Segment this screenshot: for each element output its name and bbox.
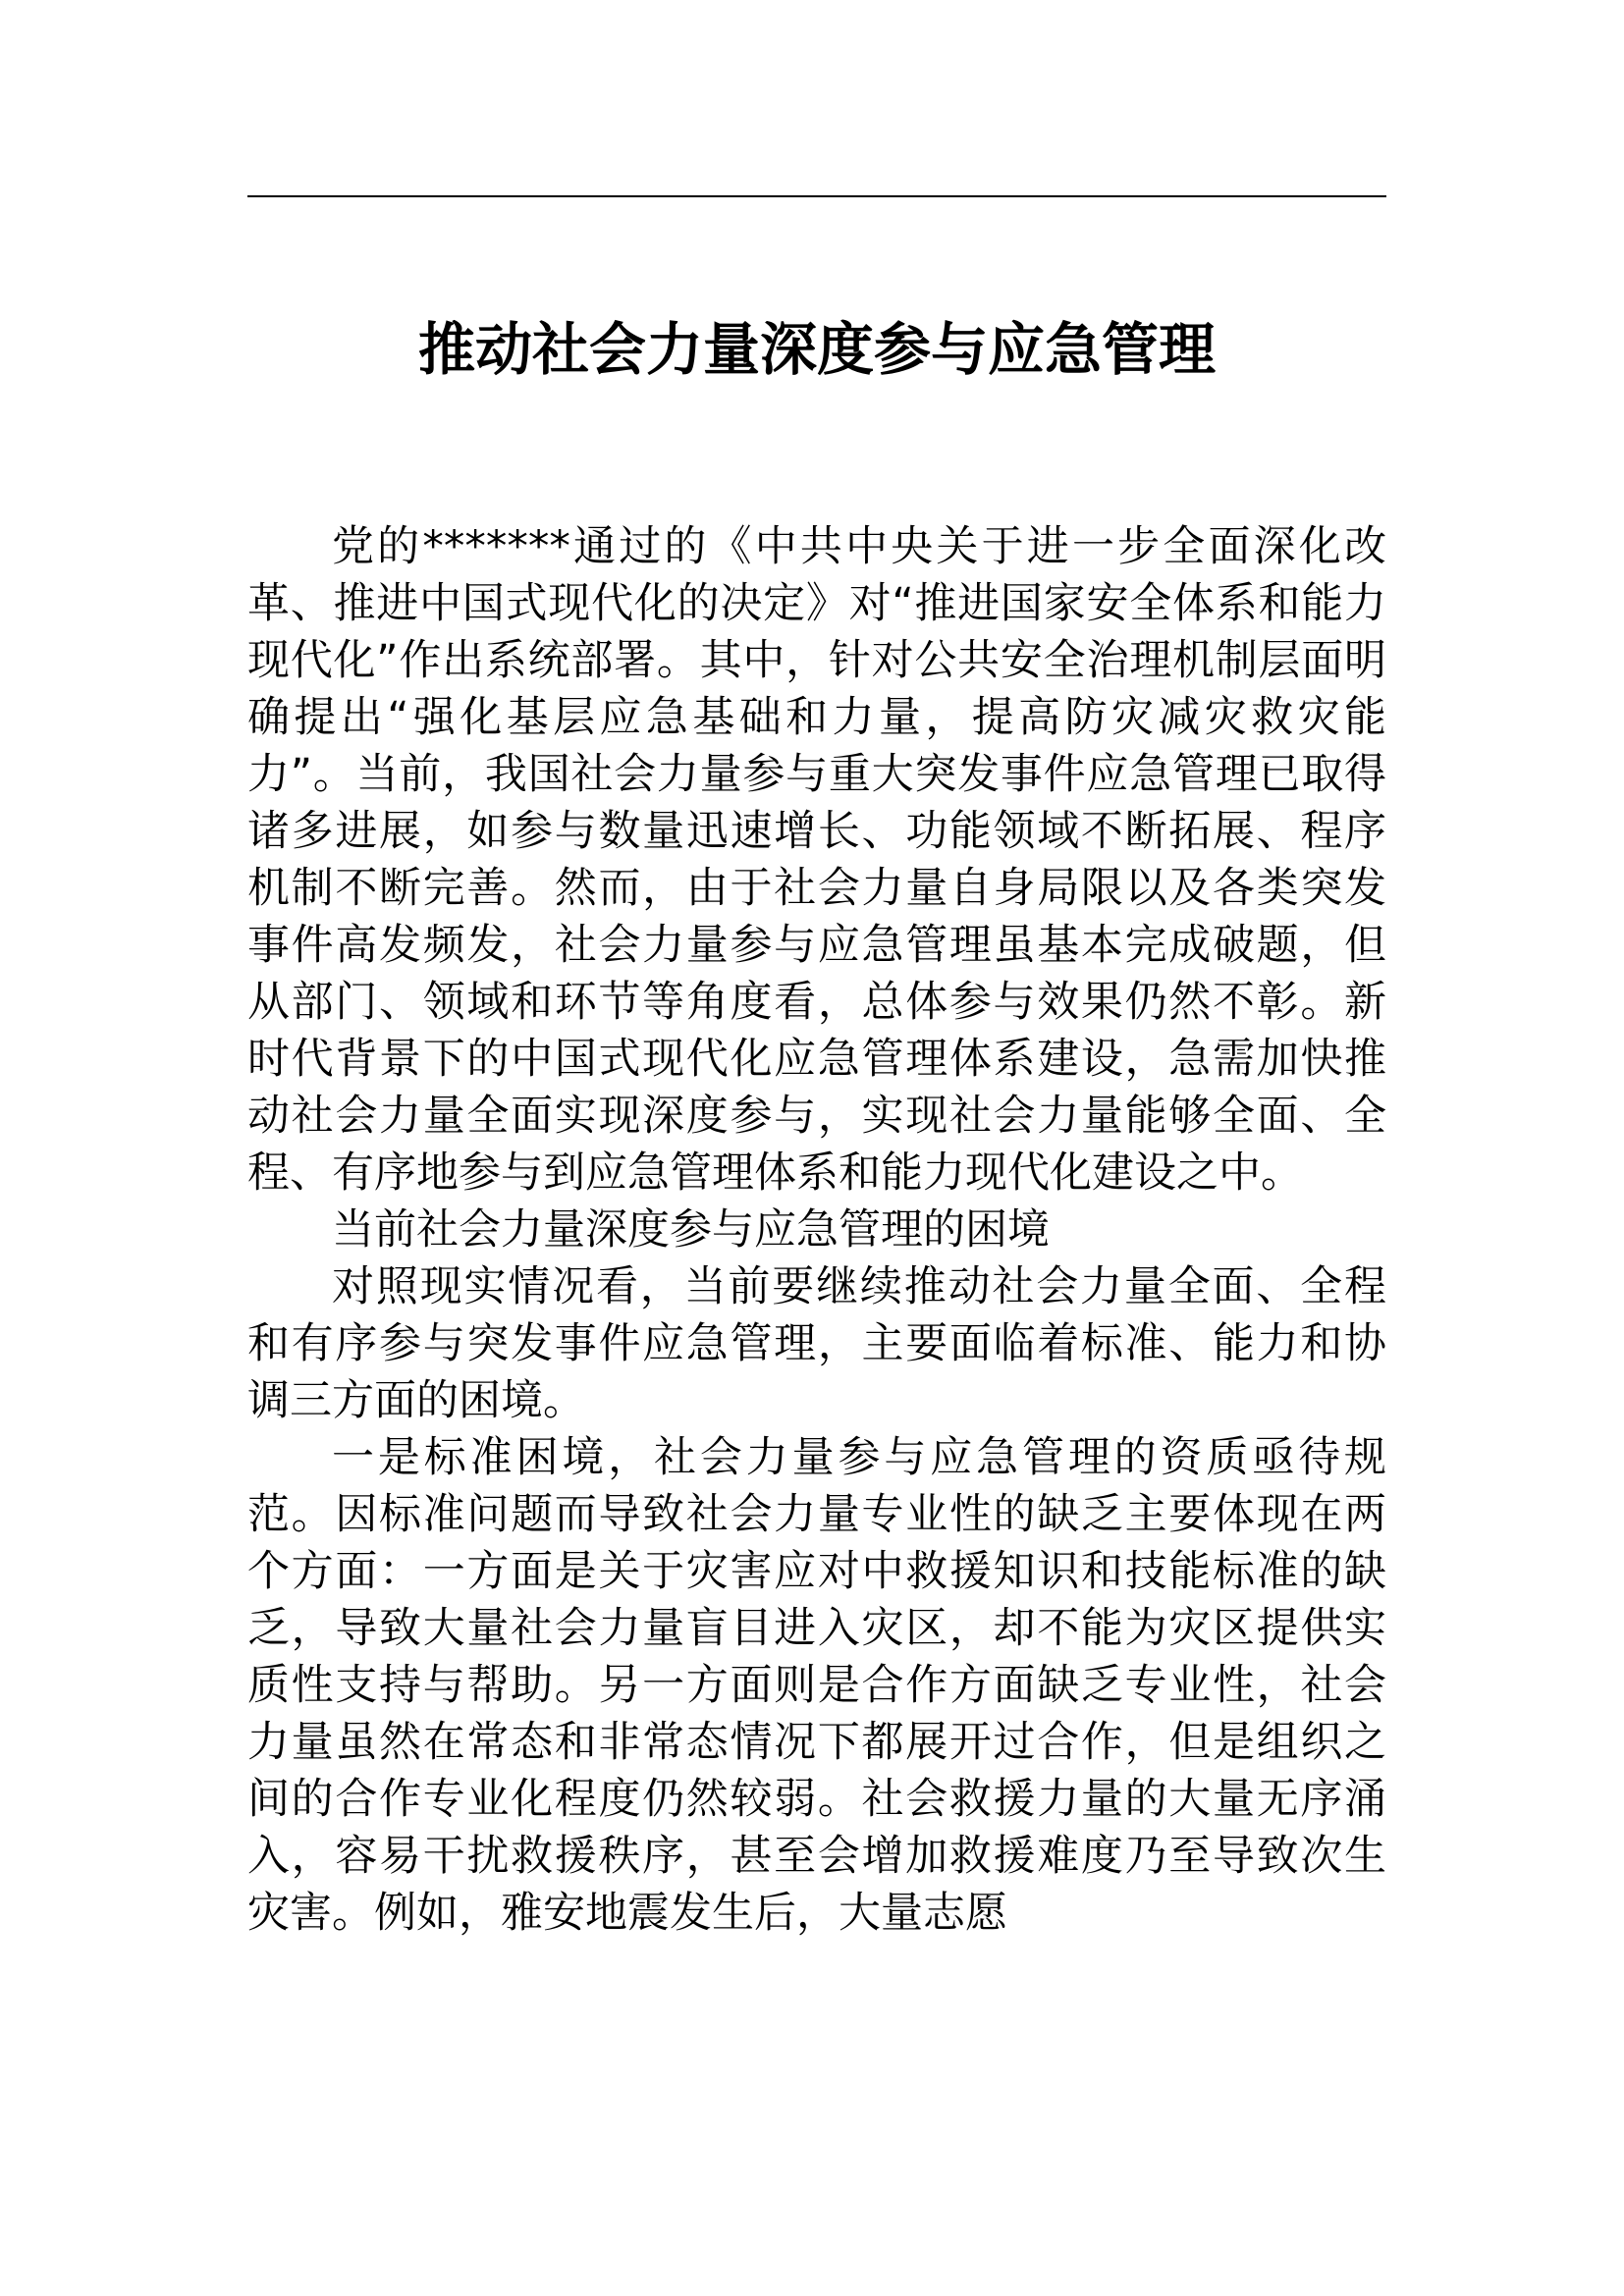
paragraph-overview: 对照现实情况看，当前要继续推动社会力量全面、全程和有序参与突发事件应急管理，主要面临着标准、能力和协调三方面的困境。 <box>247 1262 1386 1425</box>
header-rule <box>247 195 1386 197</box>
paragraph-intro: 党的*******通过的《中共中央关于进一步全面深化改革、推进中国式现代化的决定》对“推进国家安全体系和能力现代化”作出系统部署。其中，针对公共安全治理机制层面明确提出“强化基层应急基础和力量，提高防灾减灾救灾能力”。当前，我国社会力量参与重大突发事件应急管理已取得诸多进展，如参与数量迅速增长、功能领域不断拓展、程序机制不断完善。然而，由于社会力量自身局限以及各类突发事件高发频发，社会力量参与应急管理虽基本完成破题，但从部门、领域和环节等角度看，总体参与效果仍然不彰。新时代背景下的中国式现代化应急管理体系建设，急需加快推动社会力量全面实现深度参与，实现社会力量能够全面、全程、有序地参与到应急管理体系和能力现代化建设之中。 <box>247 522 1386 1198</box>
document-body <box>247 518 1386 1942</box>
section-heading: 当前社会力量深度参与应急管理的困境 <box>332 1205 1050 1255</box>
document-title: 推动社会力量深度参与应急管理 <box>417 316 1216 383</box>
paragraph-standards: 一是标准困境，社会力量参与应急管理的资质亟待规范。因标准问题而导致社会力量专业性的缺乏主要体现在两个方面：一方面是关于灾害应对中救援知识和技能标准的缺乏，导致大量社会力量盲目进入灾区，却不能为灾区提供实质性支持与帮助。另一方面则是合作方面缺乏专业性，社会力量虽然在常态和非常态情况下都展开过合作，但是组织之间的合作专业化程度仍然较弱。社会救援力量的大量无序涌入，容易干扰救援秩序，甚至会增加救援难度乃至导致次生灾害。例如，雅安地震发生后，大量志愿 <box>247 1433 1386 1938</box>
